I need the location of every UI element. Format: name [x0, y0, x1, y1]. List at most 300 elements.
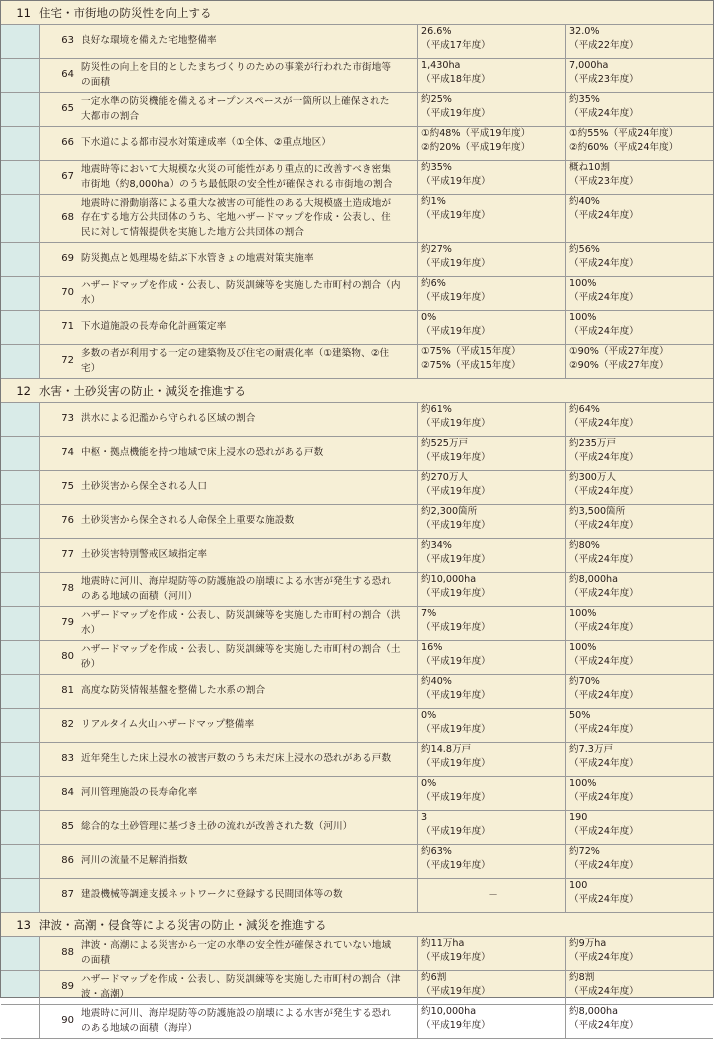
baseline-line: （平成19年度） [421, 553, 491, 565]
baseline-value [421, 25, 491, 52]
baseline-value [421, 93, 491, 120]
target-value [569, 403, 639, 430]
baseline-line: （平成19年度） [421, 417, 491, 429]
item-cell [39, 879, 417, 912]
row-gutter [1, 641, 39, 674]
item-number: 86 [61, 855, 74, 867]
baseline-line: （平成19年度） [421, 485, 491, 497]
item-text-line: 土砂災害から保全される人口 [81, 481, 208, 493]
item-text [81, 412, 417, 427]
baseline-value-cell [417, 403, 565, 436]
target-line: ①90%（平成27年度） [569, 346, 669, 357]
item-cell [39, 93, 417, 126]
baseline-value-cell [417, 1005, 565, 1038]
target-value [569, 195, 639, 222]
row-gutter [1, 277, 39, 310]
item-text [81, 279, 417, 308]
item-text-line: 下水道施設の長寿命化計画策定率 [81, 321, 227, 333]
row-gutter [1, 607, 39, 640]
table-row [1, 311, 713, 345]
table-row [1, 573, 713, 607]
item-cell [39, 539, 417, 572]
baseline-line: 約1% [421, 196, 446, 207]
baseline-line: （平成19年度） [421, 451, 491, 463]
item-text [81, 684, 417, 699]
baseline-value [421, 709, 491, 736]
table-row [1, 879, 713, 913]
item-cell [39, 345, 417, 378]
item-number: 85 [61, 821, 74, 833]
row-gutter [1, 471, 39, 504]
baseline-line: 約11万ha [421, 938, 465, 949]
target-line: 約8,000ha [569, 1006, 619, 1017]
section-header [1, 379, 713, 403]
target-line: 32.0% [569, 26, 600, 37]
target-line: （平成24年度） [569, 209, 639, 221]
item-text-line: 宅） [81, 362, 101, 374]
item-cell [39, 437, 417, 470]
baseline-line: 約61% [421, 404, 452, 415]
target-value-cell [565, 161, 713, 194]
baseline-line: （平成19年度） [421, 723, 491, 735]
target-value-cell [565, 311, 713, 344]
item-text-line: ハザードマップを作成・公表し、防災訓練等を実施した市町村の割合（内 [81, 280, 401, 291]
baseline-value [421, 161, 491, 188]
item-text [81, 643, 417, 672]
baseline-value [421, 675, 491, 702]
baseline-line: 約10,000ha [421, 574, 477, 585]
item-cell [39, 59, 417, 92]
item-text-line: の面積 [81, 76, 111, 88]
table-row [1, 641, 713, 675]
item-text-line: 存在する地方公共団体のうち、宅地ハザードマップを作成・公表し、住 [81, 212, 391, 224]
baseline-value [421, 743, 491, 770]
baseline-value-cell [417, 161, 565, 194]
section-number: 12 [16, 383, 31, 398]
baseline-line: 0% [421, 778, 437, 789]
target-value [569, 93, 639, 120]
item-text [81, 575, 417, 604]
baseline-line: （平成18年度） [421, 73, 491, 85]
baseline-value-cell [417, 539, 565, 572]
target-line: （平成24年度） [569, 257, 639, 269]
baseline-value-cell [417, 641, 565, 674]
item-number: 77 [61, 549, 74, 561]
baseline-line: ①約48%（平成19年度） [421, 128, 531, 139]
target-value [569, 539, 639, 566]
baseline-value-cell [417, 505, 565, 538]
baseline-value [421, 243, 491, 270]
target-value-cell [565, 195, 713, 242]
row-gutter [1, 505, 39, 538]
baseline-line: （平成19年度） [421, 985, 491, 997]
item-text [81, 820, 417, 835]
target-value [569, 607, 639, 634]
item-number: 69 [61, 253, 74, 265]
table-row [1, 539, 713, 573]
target-line: 約70% [569, 676, 600, 687]
target-value [569, 127, 678, 154]
section-header [1, 1, 713, 25]
row-gutter [1, 437, 39, 470]
item-text [81, 514, 417, 529]
item-number: 76 [61, 515, 74, 527]
target-line: 約56% [569, 244, 600, 255]
target-line: 190 [569, 812, 588, 823]
table-row [1, 93, 713, 127]
target-value-cell [565, 505, 713, 538]
row-gutter [1, 25, 39, 58]
item-text-line: 地震時に河川、海岸堤防等の防護施設の崩壊による水害が発生する恐れ [81, 1008, 392, 1019]
item-number: 73 [61, 413, 74, 425]
target-line: （平成24年度） [569, 757, 639, 769]
item-text [81, 480, 417, 495]
item-number: 75 [61, 481, 74, 493]
target-value [569, 311, 639, 338]
target-line: ①約55%（平成24年度） [569, 128, 679, 139]
target-value-cell [565, 25, 713, 58]
table-row [1, 437, 713, 471]
baseline-line: 0% [421, 312, 437, 323]
item-cell [39, 573, 417, 606]
item-cell [39, 675, 417, 708]
row-gutter [1, 675, 39, 708]
item-text-line: 津波・高潮による災害から一定の水準の安全性が確保されていない地域 [81, 940, 392, 951]
baseline-value-cell [417, 879, 565, 912]
target-value [569, 471, 639, 498]
item-text-line: 土砂災害特別警戒区域指定率 [81, 549, 208, 561]
item-number: 63 [61, 35, 74, 47]
target-value-cell [565, 243, 713, 276]
item-number: 88 [61, 947, 74, 959]
item-cell [39, 937, 417, 970]
baseline-value [421, 437, 491, 464]
item-text-line: 地震時に滑動崩落による重大な被害の可能性のある大規模盛土造成地が [81, 197, 392, 209]
item-number: 79 [61, 617, 74, 629]
item-number: 65 [61, 103, 74, 115]
target-value [569, 277, 639, 304]
baseline-value [421, 277, 491, 304]
item-cell [39, 607, 417, 640]
baseline-line: ①75%（平成15年度） [421, 346, 521, 357]
target-value-cell [565, 437, 713, 470]
target-line: 約64% [569, 404, 600, 415]
baseline-line: （平成17年度） [421, 39, 491, 51]
target-line: 100 [569, 880, 588, 891]
item-cell [39, 403, 417, 436]
item-number: 87 [61, 889, 74, 901]
target-line: （平成23年度） [569, 175, 639, 187]
baseline-value-cell [417, 777, 565, 810]
item-text [81, 786, 417, 801]
item-text [81, 973, 417, 1002]
item-text-line: 水） [81, 624, 101, 636]
baseline-value [421, 573, 491, 600]
baseline-value [421, 607, 491, 634]
target-value [569, 505, 639, 532]
item-text-line: 砂） [81, 658, 101, 670]
baseline-value [421, 311, 491, 338]
item-cell [39, 25, 417, 58]
item-text-line: 市街地（約8,000ha）のうち最低限の安全性が確保される市街地の割合 [81, 178, 393, 190]
baseline-line: （平成19年度） [421, 757, 491, 769]
baseline-value-cell [417, 607, 565, 640]
item-text-line: の面積 [81, 954, 111, 966]
item-text [81, 888, 417, 903]
target-value [569, 161, 639, 188]
item-text-line: 土砂災害から保全される人命保全上重要な施設数 [81, 515, 295, 527]
item-number: 81 [61, 685, 74, 697]
item-cell [39, 195, 417, 242]
baseline-value [421, 811, 491, 838]
item-cell [39, 161, 417, 194]
section-header [1, 913, 713, 937]
baseline-line: （平成19年度） [421, 257, 491, 269]
table-row [1, 777, 713, 811]
target-value [569, 641, 639, 668]
target-line: 7,000ha [569, 60, 609, 71]
item-text-line: 地震時等において大規模な火災の可能性があり重点的に改善すべき密集 [81, 164, 392, 175]
item-text [81, 609, 417, 638]
row-gutter [1, 195, 39, 242]
target-value-cell [565, 937, 713, 970]
target-value-cell [565, 471, 713, 504]
item-text-line: 中枢・拠点機能を持つ地域で床上浸水の恐れがある戸数 [81, 447, 324, 459]
table-body [1, 1, 713, 1039]
item-number: 74 [61, 447, 74, 459]
row-gutter [1, 311, 39, 344]
item-cell [39, 777, 417, 810]
target-value [569, 437, 639, 464]
baseline-line: 3 [421, 812, 428, 823]
item-cell [39, 641, 417, 674]
target-line: （平成24年度） [569, 791, 639, 803]
target-value [569, 345, 669, 372]
item-text [81, 752, 417, 767]
item-text-line: 近年発生した床上浸水の被害戸数のうち未だ床上浸水の恐れがある戸数 [81, 753, 392, 765]
table-row [1, 277, 713, 311]
row-gutter [1, 879, 39, 912]
table-row [1, 471, 713, 505]
row-gutter [1, 59, 39, 92]
baseline-line: 約6% [421, 278, 446, 289]
table-row [1, 937, 713, 971]
item-number: 72 [61, 355, 74, 367]
target-line: 約235万戸 [569, 438, 617, 449]
target-value-cell [565, 59, 713, 92]
target-line: 100% [569, 312, 597, 323]
target-line: （平成24年度） [569, 723, 639, 735]
table-row [1, 161, 713, 195]
target-value-cell [565, 879, 713, 912]
baseline-line: 0% [421, 710, 437, 721]
baseline-value [421, 195, 491, 222]
item-number: 68 [61, 212, 74, 224]
target-line: 約8,000ha [569, 574, 619, 585]
item-text [81, 197, 417, 241]
target-value-cell [565, 641, 713, 674]
item-text [81, 320, 417, 335]
item-cell [39, 811, 417, 844]
item-number: 78 [61, 583, 74, 595]
baseline-value-cell [417, 675, 565, 708]
table-row [1, 505, 713, 539]
target-line: （平成24年度） [569, 985, 639, 997]
baseline-value-cell [417, 25, 565, 58]
row-gutter [1, 743, 39, 776]
target-line: 約40% [569, 196, 600, 207]
target-value [569, 59, 639, 86]
target-line: 約35% [569, 94, 600, 105]
item-text-line: 河川管理施設の長寿命化率 [81, 787, 198, 799]
item-text-line: 大都市の割合 [81, 110, 140, 122]
table-row [1, 403, 713, 437]
target-line: （平成24年度） [569, 1019, 639, 1031]
table-row [1, 675, 713, 709]
baseline-line: 16% [421, 642, 443, 653]
target-line: 100% [569, 642, 597, 653]
item-text [81, 34, 417, 49]
item-text-line: リアルタイム火山ハザードマップ整備率 [81, 719, 255, 731]
target-line: （平成24年度） [569, 621, 639, 633]
target-value [569, 709, 639, 736]
baseline-line: 約27% [421, 244, 452, 255]
item-text-line: 地震時に河川、海岸堤防等の防護施設の崩壊による水害が発生する恐れ [81, 576, 392, 587]
item-number: 67 [61, 171, 74, 183]
target-line: 100% [569, 608, 597, 619]
table-row [1, 195, 713, 243]
baseline-line: （平成19年度） [421, 621, 491, 633]
baseline-line: （平成19年度） [421, 291, 491, 303]
target-line: （平成24年度） [569, 325, 639, 337]
row-gutter [1, 161, 39, 194]
item-text-line: ハザードマップを作成・公表し、防災訓練等を実施した市町村の割合（洪 [81, 610, 401, 621]
baseline-line: 約25% [421, 94, 452, 105]
target-line: （平成24年度） [569, 417, 639, 429]
item-number: 90 [61, 1015, 74, 1027]
row-gutter [1, 127, 39, 160]
section-title: 住宅・市街地の防災性を向上する [39, 5, 212, 20]
table-row [1, 845, 713, 879]
baseline-line: （平成19年度） [421, 689, 491, 701]
baseline-line: （平成19年度） [421, 175, 491, 187]
row-gutter [1, 811, 39, 844]
baseline-value [421, 937, 491, 964]
baseline-value [421, 539, 491, 566]
target-line: （平成24年度） [569, 485, 639, 497]
baseline-line: （平成19年度） [421, 107, 491, 119]
target-line: （平成24年度） [569, 291, 639, 303]
baseline-line: 約525万戸 [421, 438, 469, 449]
row-gutter [1, 573, 39, 606]
row-gutter [1, 243, 39, 276]
baseline-value [421, 403, 491, 430]
baseline-value-cell [417, 811, 565, 844]
item-text [81, 252, 417, 267]
item-text-line: 水） [81, 294, 101, 306]
item-text [81, 939, 417, 968]
baseline-value [421, 1005, 491, 1032]
baseline-line: （平成19年度） [421, 325, 491, 337]
item-number: 83 [61, 753, 74, 765]
item-text-line: 良好な環境を備えた宅地整備率 [81, 35, 217, 47]
baseline-value-cell [417, 971, 565, 1004]
baseline-value-cell [417, 243, 565, 276]
item-cell [39, 311, 417, 344]
target-value [569, 743, 639, 770]
target-value-cell [565, 971, 713, 1004]
baseline-line: ②約20%（平成19年度） [421, 141, 531, 153]
baseline-line: 約35% [421, 162, 452, 173]
row-gutter [1, 971, 39, 1004]
baseline-line: 約6割 [421, 972, 447, 983]
item-number: 64 [61, 69, 74, 81]
baseline-line: （平成19年度） [421, 1019, 491, 1031]
target-value-cell [565, 709, 713, 742]
baseline-line: （平成19年度） [421, 655, 491, 667]
baseline-value-cell [417, 59, 565, 92]
baseline-value-cell [417, 127, 565, 160]
target-line: 概ね10割 [569, 162, 610, 173]
item-text-line: 建設機械等調達支援ネットワークに登録する民間団体等の数 [81, 889, 343, 901]
baseline-line: 7% [421, 608, 437, 619]
table-row [1, 607, 713, 641]
item-text-line: のある地域の面積（海岸） [81, 1022, 198, 1034]
row-gutter [1, 539, 39, 572]
target-value-cell [565, 93, 713, 126]
item-text [81, 95, 417, 124]
baseline-dash: － [488, 889, 498, 901]
baseline-line: （平成19年度） [421, 825, 491, 837]
target-line: 約9万ha [569, 938, 607, 949]
item-text [81, 61, 417, 90]
item-text-line: 一定水準の防災機能を備えるオープンスペースが一箇所以上確保された [81, 96, 390, 107]
target-value [569, 675, 639, 702]
item-text-line: 防災拠点と処理場を結ぶ下水管きょの地震対策実施率 [81, 253, 314, 265]
item-number: 80 [61, 651, 74, 663]
baseline-line: （平成19年度） [421, 587, 491, 599]
item-cell [39, 243, 417, 276]
item-text-line: のある地域の面積（河川） [81, 590, 198, 602]
target-line: （平成24年度） [569, 553, 639, 565]
row-gutter [1, 937, 39, 970]
item-cell [39, 505, 417, 538]
baseline-value-cell [417, 937, 565, 970]
target-value [569, 243, 639, 270]
baseline-line: （平成19年度） [421, 951, 491, 963]
target-line: ②90%（平成27年度） [569, 359, 669, 371]
baseline-value [421, 971, 491, 998]
target-line: ②約60%（平成24年度） [569, 141, 679, 153]
target-line: （平成24年度） [569, 655, 639, 667]
target-line: （平成24年度） [569, 107, 639, 119]
baseline-value-cell [417, 195, 565, 242]
table-row [1, 1005, 713, 1039]
item-number: 89 [61, 981, 74, 993]
baseline-value [421, 845, 491, 872]
item-text-line: 総合的な土砂管理に基づき土砂の流れが改善された数（河川） [81, 821, 353, 833]
target-value-cell [565, 403, 713, 436]
target-line: 約80% [569, 540, 600, 551]
table-row [1, 971, 713, 1005]
item-text-line: ハザードマップを作成・公表し、防災訓練等を実施した市町村の割合（土 [81, 644, 401, 655]
item-text-line: 波・高潮） [81, 988, 130, 1000]
section-number: 11 [16, 5, 31, 20]
row-gutter [1, 845, 39, 878]
baseline-line: 約34% [421, 540, 452, 551]
baseline-line: （平成19年度） [421, 209, 491, 221]
baseline-line: ②75%（平成15年度） [421, 359, 521, 371]
